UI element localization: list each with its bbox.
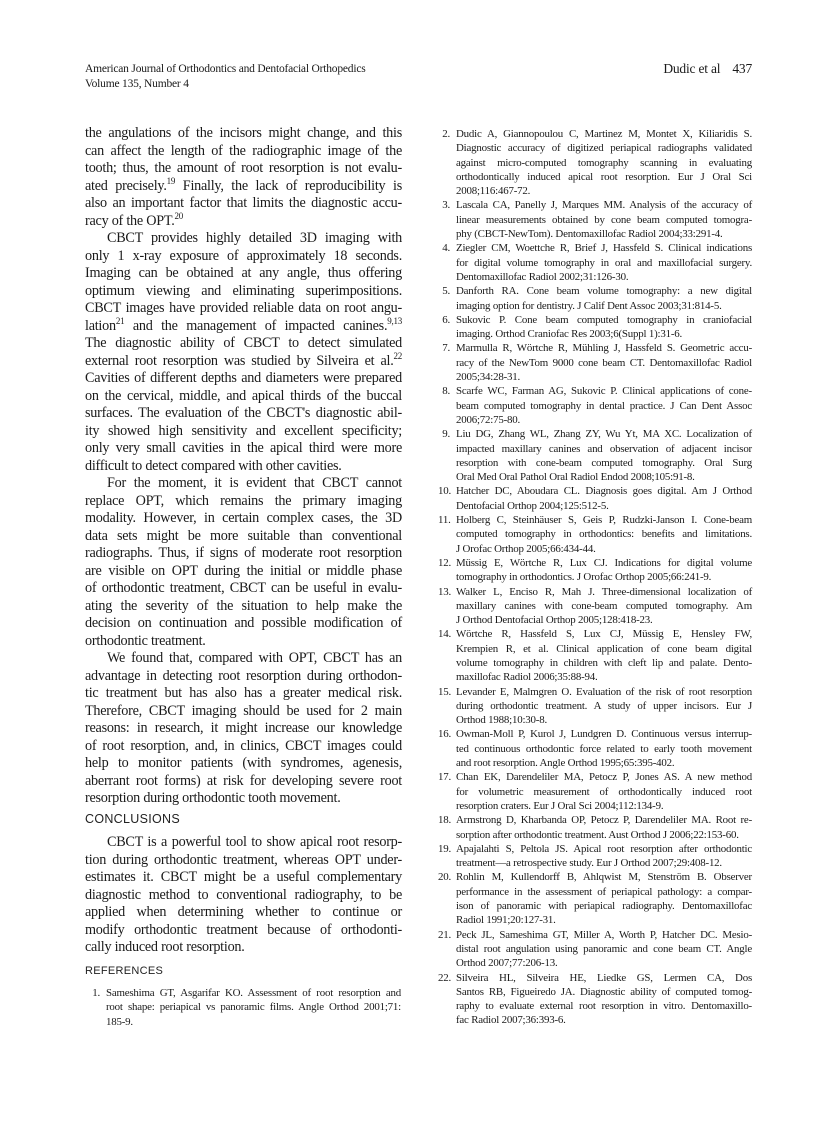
text-line: advantage in detecting root resorption during orthodon- (85, 667, 402, 684)
text-line: difficult to detect compared with other cavities. (85, 457, 342, 474)
reference-line: Orthod 2007;77:206-13. (456, 957, 558, 970)
reference-line: performance in the assessment of periapical pathology: a compar- (456, 885, 752, 898)
text-line: diagnostic method to conventional radiography, to be (85, 886, 402, 903)
text-line: of orthodontic treatment, CBCT can be useful in evalu- (85, 580, 402, 596)
reference-list-right (438, 127, 752, 1028)
reference-number: 17. (438, 771, 452, 784)
reference-line: fac Radiol 2007;36:393-6. (456, 1014, 566, 1027)
reference-number: 3. (442, 199, 450, 212)
reference-number: 13. (438, 585, 452, 598)
reference-line: root shape: periapical vs panoramic films. Angle Orthod 2001;71: (106, 1001, 401, 1014)
reference-item (438, 127, 752, 198)
text-line: surfaces. The evaluation of the CBCT's diagnostic abil- (85, 405, 402, 421)
references-heading: REFERENCES (85, 965, 164, 977)
text-line: CBCT images have provided reliable data on root angu- (85, 300, 402, 316)
text-line: external root resorption was studied by Silveira et al.$^{22}$ (85, 350, 402, 369)
reference-line: Armstrong D, Kharbanda OP, Petocz P, Darendeliler MA. Root re- (456, 814, 752, 827)
reference-line: impacted maxillary canines and observation of adjacent incisor (456, 442, 752, 455)
reference-line: for digital volume tomography in oral and maxillofacial surgery. (456, 256, 752, 269)
text-line: tion during orthodontic treatment, whereas OPT under- (85, 851, 402, 868)
reference-line: during orthodontic treatment. A study of upper incisors. Eur J (456, 699, 752, 712)
text-line: are visible on OPT during the initial or middle phase (85, 562, 402, 579)
reference-line: Ziegler CM, Woettche R, Brief J, Hassfeld S. Clinical indications (456, 242, 752, 255)
text-line: cally induced root resorption. (85, 939, 245, 955)
reference-number: 2. (442, 128, 450, 140)
reference-number: 22. (438, 971, 452, 984)
reference-line: J Orthod Dentofacial Orthop 2005;128:418-23. (456, 614, 653, 627)
reference-line: ted continuous orthodontic force related to early tooth movement (456, 742, 752, 755)
text-line: optimum viewing and eliminating superimpositions. (85, 282, 402, 299)
reference-line: 2005;34:28-31. (456, 371, 521, 384)
reference-item (438, 513, 752, 556)
text-line: help to monitor patients (with syndromes, agenesis, (85, 755, 402, 771)
conclusions-heading: CONCLUSIONS (85, 812, 180, 826)
reference-line: raphy to evaluate external root resorption in vitro. Dentomaxillo- (456, 1000, 752, 1013)
reference-line: Sukovic P. Cone beam computed tomography in craniofacial (456, 313, 752, 326)
reference-line: Orthod 1988;10:30-8. (456, 714, 547, 727)
reference-number: 20. (438, 871, 452, 884)
reference-number: 19. (438, 842, 452, 855)
citation-superscript[interactable]: 19 (166, 175, 176, 186)
reference-line: Santos RB, Figueiredo JA. Diagnostic ability of computed tomog- (456, 985, 752, 998)
journal-volume: Volume 135, Number 4 (85, 78, 189, 90)
text-line: aberrant root forms) at risk for developing severe root (85, 772, 402, 789)
text-line: ated precisely.$^{19}$ Finally, the lack of reproducibility is (85, 175, 403, 194)
text-line: radiographs. Thus, if signs of moderate root resorption (85, 545, 402, 561)
running-authors: Dudic et al (663, 61, 721, 76)
reference-item (438, 284, 752, 313)
reference-line: Müssig E, Wörtche R, Lux CJ. Indications for digital volume (456, 556, 752, 569)
reference-line: treatment—a retrospective study. Eur J Orthod 2007;29:408-12. (456, 857, 722, 870)
reference-line: 2006;72:75-80. (456, 413, 521, 426)
text-line: only 1 x-ray exposure of approximately 18 seconds. (85, 247, 402, 264)
reference-item (438, 842, 752, 871)
citation-superscript[interactable]: 9,13 (387, 315, 402, 326)
reference-item (438, 727, 752, 770)
reference-line: Rohlin M, Kullendorff B, Ahlqwist M, Stenström B. Observer (456, 871, 752, 884)
running-header-right (663, 61, 752, 76)
reference-number: 12. (438, 556, 452, 569)
reference-line: Levander E, Malmgren O. Evaluation of the risk of root resorption (456, 685, 752, 698)
text-line: For the moment, it is evident that CBCT cannot (107, 475, 402, 491)
text-line: decision on continuation and possible modification of (85, 615, 402, 631)
reference-line: sorption after orthodontic treatment. Aust Orthod J 2006;22:153-60. (456, 828, 739, 841)
text-line: also an important factor that limits the diagnostic accu- (85, 195, 402, 211)
reference-item (438, 313, 752, 342)
reference-item (438, 971, 752, 1028)
text-line: ating the severity of the situation to help make the (85, 597, 402, 614)
reference-item (438, 770, 752, 813)
reference-item (438, 341, 752, 384)
reference-item (438, 427, 752, 484)
reference-item (438, 556, 752, 585)
reference-item (438, 198, 752, 241)
reference-line: Oral Med Oral Pathol Oral Radiol Endod 2008;105:91-8. (456, 471, 695, 484)
reference-line: Marmulla R, Wörtche R, Mühling J, Hassfeld S. Geometric accu- (456, 342, 752, 355)
reference-line: Scarfe WC, Farman AG, Sukovic P. Clinical applications of cone- (456, 385, 752, 398)
reference-line: resorption with cone-beam computed tomography. Oral Surg (456, 456, 752, 469)
reference-line: racy of the NewTom 9000 cone beam CT. Dentomaxillofac Radiol (456, 356, 752, 369)
text-line: lation$^{21}$ and the management of impacted canines.$^{9,13}$ (85, 315, 402, 334)
reference-number: 1. (92, 987, 100, 999)
text-line: orthodontic treatment. (85, 632, 206, 649)
reference-line: J Orofac Orthop 2005;66:434-44. (456, 542, 596, 555)
reference-line: beam computed tomography in dental practice. J Can Dent Assoc (456, 399, 752, 412)
text-line: the angulations of the incisors might change, and this (85, 125, 402, 141)
text-line: resorption during orthodontic tooth movement. (85, 790, 341, 806)
text-line: modify orthodontic treatment because of orthodonti- (85, 921, 402, 938)
text-line: The diagnostic ability of CBCT to detect simulated (85, 335, 402, 351)
text-line: replace OPT, which remains the primary imaging (85, 492, 402, 509)
reference-line: maxillofac Radiol 2006;35:88-94. (456, 671, 598, 684)
reference-line: Walker L, Enciso R, Mah J. Three-dimensional localization of (456, 585, 752, 598)
text-line: CBCT is a powerful tool to show apical root resorp- (107, 834, 402, 850)
text-line: Imaging can be obtained at any angle, thus offering (85, 265, 402, 281)
body-paragraph (85, 475, 402, 650)
journal-title: American Journal of Orthodontics and Dentofacial Orthopedics (85, 63, 366, 75)
reference-line: linear measurements obtained by cone beam computed tomogra- (456, 213, 752, 226)
page-number: 437 (732, 61, 752, 76)
reference-line: Hatcher DC, Aboudara CL. Diagnosis goes digital. Am J Orthod (456, 485, 752, 498)
citation-superscript[interactable]: 22 (393, 350, 402, 361)
reference-line: Owman-Moll P, Kurol J, Lundgren D. Continuous versus interrup- (456, 728, 752, 741)
reference-line: distal root angulation using panoramic and cone beam CT. Angle (456, 942, 752, 955)
reference-number: 15. (438, 685, 452, 698)
reference-line: and root resorption. Angle Orthod 1995;65:395-402. (456, 757, 675, 770)
citation-superscript[interactable]: 20 (174, 210, 183, 221)
reference-item (438, 685, 752, 728)
text-line: on the cervical, middle, and apical thirds of the buccal (85, 387, 402, 404)
text-line: tooth; thus, the amount of root resorption is not evalu- (85, 160, 402, 176)
body-paragraph (85, 650, 402, 808)
reference-item (438, 928, 752, 971)
text-line: reasons: in research, it might increase our knowledge (85, 720, 402, 736)
reference-line: Liu DG, Zhang WL, Zhang ZY, Wu Yt, MA XC. Localization of (456, 428, 752, 441)
text-line: tic treatment but has also has a greater medical risk. (85, 685, 402, 701)
text-line: Cavities of different depths and diameters were prepared (85, 370, 402, 386)
reference-item (438, 384, 752, 427)
reference-item (88, 986, 401, 1029)
reference-line: imaging. Orthod Craniofac Res 2003;6(Suppl 1):31-6. (456, 328, 683, 341)
reference-number: 11. (438, 514, 451, 527)
reference-list-left (88, 986, 401, 1029)
reference-item (438, 241, 752, 284)
text-line: Therefore, CBCT imaging should be used for 2 main (85, 702, 402, 719)
reference-line: ison of panoramic with periapical radiography. Dentomaxillofac (456, 900, 752, 913)
reference-line: Chan EK, Darendeliler MA, Petocz P, Jones AS. A new method (456, 771, 752, 784)
reference-line: Dentomaxillofac Radiol 2002;31:126-30. (456, 270, 629, 283)
running-header-left (85, 62, 366, 92)
text-line: of root resorption, and, in clinics, CBCT images could (85, 737, 402, 754)
reference-line: computed tomography in orthodontics: benefits and limitations. (456, 528, 752, 541)
reference-line: Krempien R, et al. Clinical application of cone beam digital (456, 642, 752, 655)
reference-line: Wörtche R, Hassfeld S, Lux CJ, Müssig E, Hensley FW, (456, 628, 752, 641)
text-line: CBCT provides highly detailed 3D imaging with (107, 230, 402, 246)
reference-item (438, 627, 752, 684)
text-line: We found that, compared with OPT, CBCT has an (107, 650, 402, 666)
reference-line: Danforth RA. Cone beam volume tomography: a new digital (456, 285, 752, 298)
text-line: estimates it. CBCT might be a useful complementary (85, 869, 402, 885)
reference-number: 5. (442, 285, 450, 298)
text-line: only very small cavities in the apical third were more (85, 440, 402, 456)
reference-item (438, 484, 752, 513)
reference-line: resorption craters. Eur J Oral Sci 2004;112:134-9. (456, 799, 664, 812)
reference-line: Apajalahti S, Peltola JS. Apical root resorption after orthodontic (456, 842, 752, 855)
reference-line: Silveira HL, Silveira HE, Liedke GS, Lermen CA, Dos (456, 971, 752, 984)
text-line: applied when determining whether to continue or (85, 904, 402, 920)
reference-number: 16. (438, 728, 452, 741)
reference-line: maxillary canines with cone-beam computed tomography. Am (456, 599, 752, 612)
conclusions-paragraph (85, 834, 402, 957)
reference-line: Diagnostic accuracy of digitized periapical radiographs validated (456, 142, 752, 155)
reference-item (438, 870, 752, 927)
body-paragraph (85, 230, 402, 475)
reference-line: Sameshima GT, Asgarifar KO. Assessment of root resorption and (106, 987, 401, 999)
reference-item (438, 813, 752, 842)
reference-line: Peck JL, Sameshima GT, Miller A, Worth P, Hatcher DC. Mesio- (456, 928, 752, 941)
reference-number: 7. (442, 342, 450, 355)
reference-number: 4. (442, 242, 450, 255)
reference-number: 8. (442, 385, 450, 398)
reference-line: volume tomography in children with cleft lip and palate. Dento- (456, 656, 752, 669)
reference-line: phy (CBCT-NewTom). Dentomaxillofac Radiol 2004;33:291-4. (456, 228, 723, 241)
reference-line: orthodontically induced apical root resorption. Eur J Oral Sci (456, 170, 752, 183)
text-line: racy of the OPT.$^{20}$ (85, 210, 183, 229)
reference-line: imaging option for dentistry. J Calif Dent Assoc 2003;31:814-5. (456, 299, 722, 312)
text-line: modality. However, in certain complex cases, the 3D (85, 510, 402, 526)
reference-line: for volumetric measurement of orthodontically induced root (456, 785, 752, 798)
reference-line: tomography in orthodontics. J Orofac Orthop 2005;66:241-9. (456, 571, 712, 584)
citation-superscript[interactable]: 21 (115, 315, 125, 326)
reference-item (438, 585, 752, 628)
reference-line: Lascala CA, Panelly J, Marques MM. Analysis of the accuracy of (456, 199, 752, 212)
text-line: ity showed high sensitivity and excellent specificity; (85, 422, 402, 439)
reference-line: Radiol 1991;20:127-31. (456, 914, 556, 927)
reference-number: 18. (438, 814, 452, 827)
reference-number: 10. (438, 485, 452, 498)
body-paragraph (85, 125, 402, 230)
reference-line: Dudic A, Giannopoulou C, Martinez M, Montet X, Kiliaridis S. (456, 128, 752, 140)
body-text-column (85, 125, 402, 808)
text-line: can affect the length of the radiographic image of the (85, 142, 402, 159)
reference-line: Dentofacial Orthop 2004;125:512-5. (456, 499, 609, 512)
text-line: data sets might be more suitable than conventional (85, 527, 402, 544)
reference-line: against micro-computed tomography scanning in evaluating (456, 156, 752, 169)
reference-number: 9. (442, 428, 450, 441)
reference-number: 21. (438, 928, 452, 941)
reference-number: 14. (438, 628, 452, 641)
reference-line: 2008;116:467-72. (456, 185, 531, 198)
reference-line: 185-9. (106, 1015, 133, 1028)
reference-number: 6. (442, 313, 450, 326)
reference-line: Holberg C, Steinhäuser S, Geis P, Rudzki-Janson I. Cone-beam (456, 514, 752, 527)
